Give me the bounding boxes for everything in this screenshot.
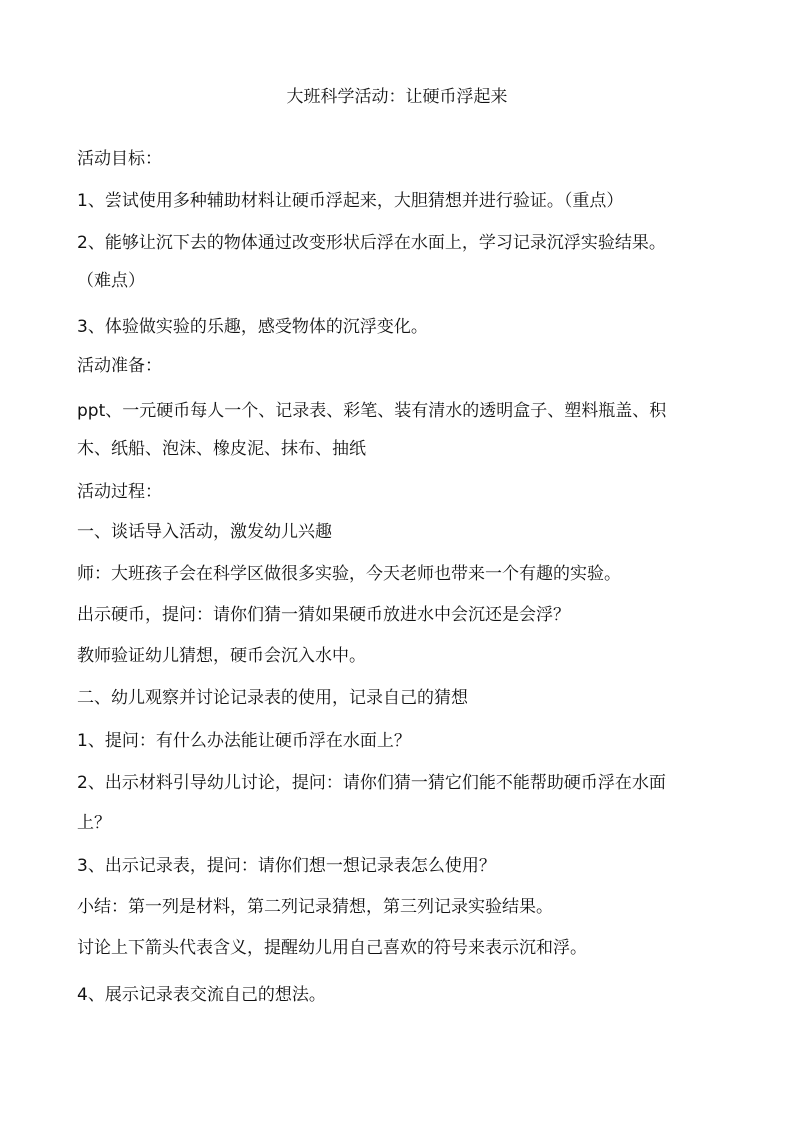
section-heading-goals: 活动目标： [77,149,162,169]
section-heading-preparation: 活动准备： [77,356,162,376]
goal-item-2-continued: （难点） [77,271,145,291]
process-step-1-line-1: 师：大班孩子会在科学区做很多实验，今天老师也带来一个有趣的实验。 [77,564,621,584]
process-step-1-heading: 一、谈话导入活动，激发幼儿兴趣 [77,522,332,542]
section-heading-process: 活动过程： [77,482,162,502]
goal-item-2: 2、能够让沉下去的物体通过改变形状后浮在水面上，学习记录沉浮实验结果。 [77,233,666,253]
process-step-2-item-2: 2、出示材料引导幼儿讨论，提问：请你们猜一猜它们能不能帮助硬币浮在水面 [77,773,666,793]
goal-item-1: 1、尝试使用多种辅助材料让硬币浮起来，大胆猜想并进行验证。（重点） [77,191,624,211]
process-step-1-line-2: 出示硬币，提问：请你们猜一猜如果硬币放进水中会沉还是会浮？ [77,605,570,625]
discussion-text: 讨论上下箭头代表含义，提醒幼儿用自己喜欢的符号来表示沉和浮。 [77,938,587,958]
process-step-2-item-3: 3、出示记录表，提问：请你们想一想记录表怎么使用？ [77,856,496,876]
summary-text: 小结：第一列是材料，第二列记录猜想，第三列记录实验结果。 [77,897,553,917]
process-step-1-line-3: 教师验证幼儿猜想，硬币会沉入水中。 [77,646,366,666]
document-title: 大班科学活动：让硬币浮起来 [286,87,508,107]
goal-item-3: 3、体验做实验的乐趣，感受物体的沉浮变化。 [77,317,428,337]
process-step-2-heading: 二、幼儿观察并讨论记录表的使用，记录自己的猜想 [77,688,468,708]
process-step-2-item-4: 4、展示记录表交流自己的想法。 [77,985,326,1005]
preparation-text: ppt、一元硬币每人一个、记录表、彩笔、装有清水的透明盒子、塑料瓶盖、积 [77,401,667,421]
preparation-text-continued: 木、纸船、泡沫、橡皮泥、抹布、抽纸 [77,439,366,459]
process-step-2-item-2-continued: 上？ [77,813,111,833]
process-step-2-item-1: 1、提问：有什么办法能让硬币浮在水面上？ [77,731,411,751]
